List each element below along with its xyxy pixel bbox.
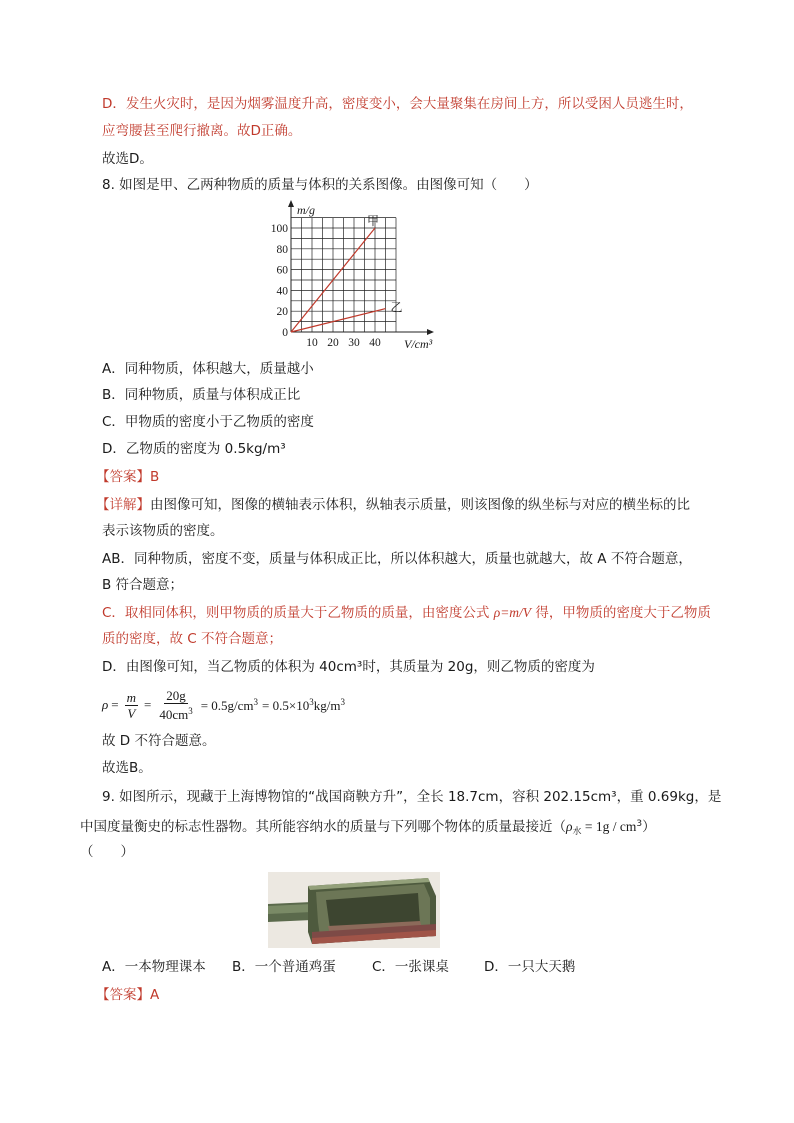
item9-answer <box>96 986 159 1004</box>
item9-question-line1: 9. 如图所示，现藏于上海博物馆的“战国商鞅方升”，全长 18.7cm，容积 202.15cm³，重 0.69kg，是 <box>102 789 722 805</box>
series-label: 甲 <box>367 214 380 228</box>
answer-value: A <box>150 987 160 1003</box>
item8-ab-line1: AB．同种物质，密度不变，质量与体积成正比，所以体积越大，质量也就越大，故 A 不符合题意， <box>102 551 692 567</box>
tail-text: = 0.5×10 <box>262 697 310 713</box>
detail-text: 由图像可知，图像的横轴表示体积，纵轴表示质量，则该图像的纵坐标与对应的横坐标的比 <box>150 497 690 513</box>
answer-tag: 【答案】 <box>96 987 150 1003</box>
item8-answer <box>96 468 159 486</box>
detail-tag: 【详解】 <box>96 497 150 513</box>
item8-option-b: B．同种物质，质量与体积成正比 <box>102 387 301 403</box>
c-line-text: C．取相同体积，则甲物质的质量大于乙物质的质量，由密度公式 <box>102 605 494 621</box>
answer-tag: 【答案】 <box>96 469 150 485</box>
y-tick-label: 80 <box>276 243 288 256</box>
item8-c-line2: 质的密度，故 C 不符合题意； <box>102 631 283 647</box>
mid-text: = 0.5g/cm <box>200 697 254 713</box>
formula-mid <box>201 697 258 714</box>
item8-d-conclusion: 故 D 不符合题意。 <box>102 733 216 749</box>
fraction-numerator-m: m <box>126 689 136 705</box>
fraction-denominator-v: V <box>127 705 136 721</box>
x-axis-label: V/cm³ <box>404 337 433 351</box>
item7-option-d-line1: D．发生火灾时，是因为烟雾温度升高，密度变小，会大量聚集在房间上方，所以受困人员逃生时， <box>102 96 693 112</box>
item8-question: 8. 如图是甲、乙两种物质的质量与体积的关系图像。由图像可知（ ） <box>102 177 538 193</box>
y-tick-label: 40 <box>276 285 288 298</box>
answer-value: B <box>150 469 160 485</box>
question-line2-text: 中国度量衡史的标志性器物。其所能容纳水的质量与下列哪个物体的质量最接近（ <box>80 819 566 835</box>
item8-option-d: D．乙物质的密度为 0.5kg/m³ <box>102 441 286 457</box>
mass-volume-chart <box>268 198 468 353</box>
density-formula-inline: ρ=m/V <box>493 605 532 620</box>
y-tick-label: 20 <box>276 306 288 319</box>
shang-yang-bronze-vessel-image <box>268 872 440 948</box>
x-axis-arrow <box>427 329 434 335</box>
rho-water-value: = 1g / cm <box>581 819 637 834</box>
item9-question-line2 <box>80 815 656 841</box>
item7-option-d-line2: 应弯腰甚至爬行撤离。故D正确。 <box>102 123 302 139</box>
x-tick-label: 40 <box>369 337 381 349</box>
x-tick-label: 20 <box>327 337 339 349</box>
y-axis-arrow <box>288 200 294 207</box>
item9-option-d: D．一只大天鹅 <box>484 959 576 975</box>
item7-conclusion: 故选D。 <box>102 151 153 167</box>
x-tick-label: 30 <box>348 337 360 349</box>
density-calculation <box>102 688 345 722</box>
formula-rho: ρ <box>102 697 109 712</box>
tail-sup: 3 <box>309 696 314 707</box>
fraction-numerator-value: 20g <box>166 688 186 703</box>
formula-eq-2: = <box>143 697 152 712</box>
fraction-values <box>157 688 194 722</box>
denominator-sup: 3 <box>188 706 193 716</box>
item8-detail-line2: 表示该物质的密度。 <box>102 523 224 539</box>
item9-option-c: C．一张课桌 <box>372 959 449 975</box>
item8-option-c: C．甲物质的密度小于乙物质的密度 <box>102 414 314 430</box>
item8-detail-line1 <box>96 496 690 514</box>
unit-sup: 3 <box>340 696 345 707</box>
rho-water: ρ <box>566 819 573 834</box>
y-tick-label: 0 <box>282 327 288 339</box>
rho-water-sup: 3 <box>636 819 643 829</box>
series-label: 乙 <box>390 300 403 315</box>
denominator-text: 40cm <box>159 707 189 722</box>
y-tick-label: 60 <box>276 264 288 277</box>
formula-eq: = <box>111 697 119 712</box>
item8-d-line1: D．由图像可知，当乙物质的体积为 40cm³时，其质量为 20g，则乙物质的密度为 <box>102 659 595 675</box>
fraction-m-over-v <box>125 690 138 721</box>
formula-tail <box>262 697 345 714</box>
item9-option-b: B．一个普通鸡蛋 <box>232 959 336 975</box>
fraction-denominator-value <box>157 704 194 722</box>
series-line <box>291 309 386 332</box>
mid-sup: 3 <box>253 696 259 707</box>
y-axis-label: m/g <box>297 203 315 217</box>
item8-option-a: A．同种物质，体积越大，质量越小 <box>102 361 314 377</box>
item8-ab-line2: B 符合题意； <box>102 577 184 593</box>
c-line-text-end: 得，甲物质的密度大于乙物质 <box>531 605 711 621</box>
question-line2-end: ） <box>642 819 656 835</box>
rho-water-sub: 水 <box>572 827 582 837</box>
item8-conclusion: 故选B。 <box>102 760 152 776</box>
y-tick-label: 100 <box>270 223 288 235</box>
item9-question-line3: （ ） <box>80 844 134 860</box>
item9-option-a: A．一本物理课本 <box>102 959 206 975</box>
x-tick-label: 10 <box>306 337 318 349</box>
item8-c-line1 <box>102 604 711 622</box>
unit-text: kg/m <box>313 697 341 713</box>
